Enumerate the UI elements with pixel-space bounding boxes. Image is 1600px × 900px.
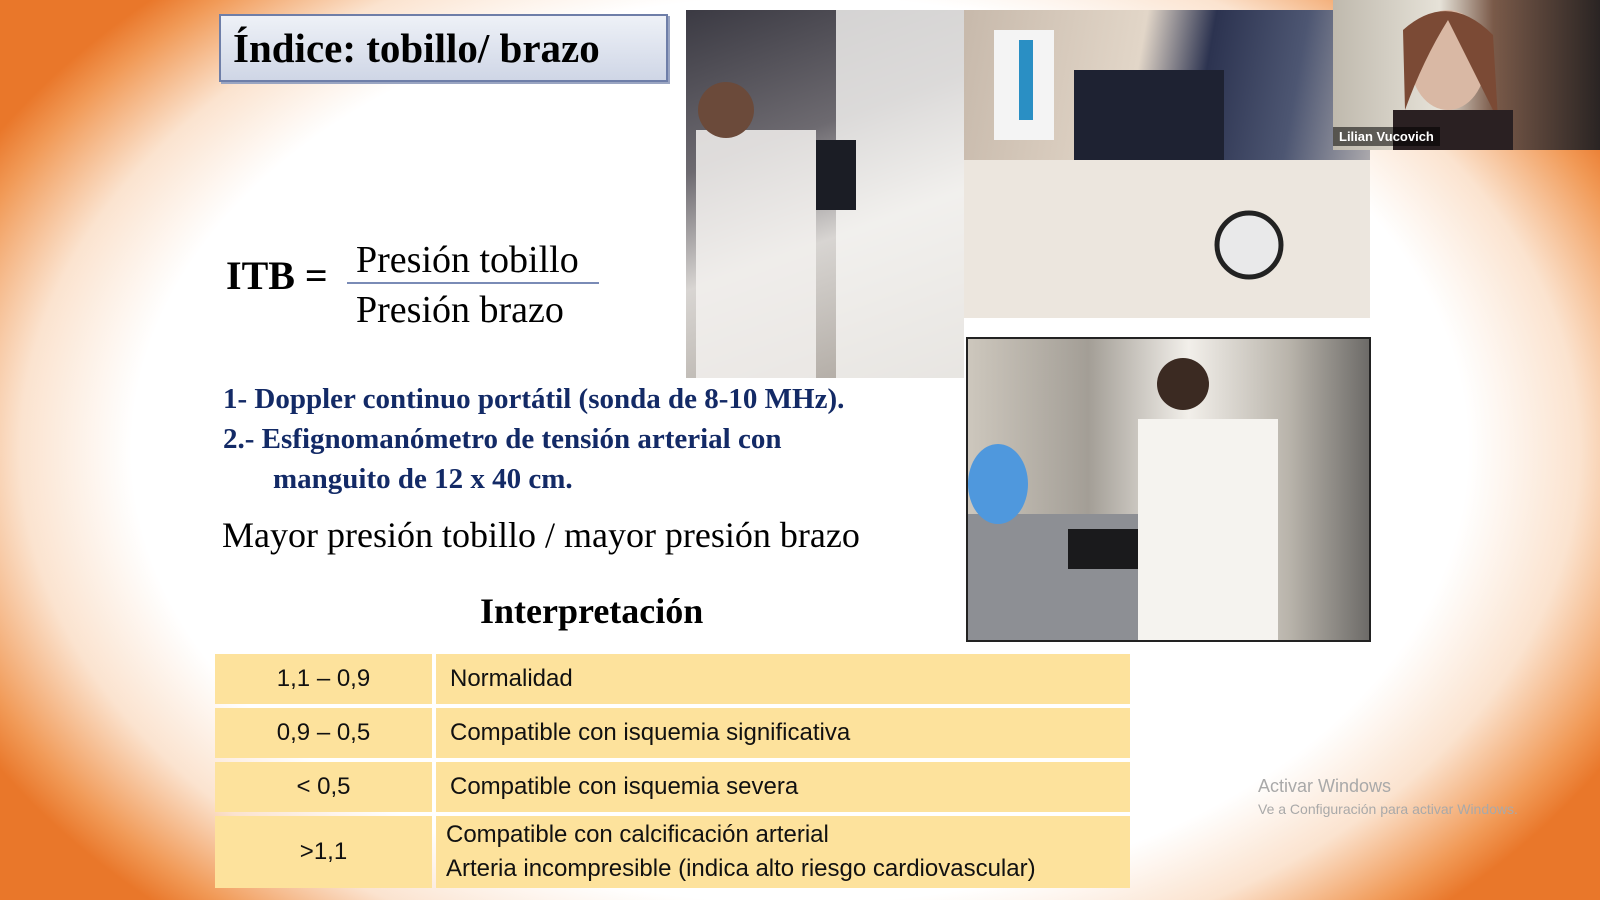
table-row xyxy=(215,654,1130,704)
formula-numerator: Presión tobillo xyxy=(356,239,579,281)
photo-patient-exam-image xyxy=(968,339,1369,640)
list-item: 2.- Esfignomanómetro de tensión arterial con xyxy=(223,423,782,455)
range-cell: < 0,5 xyxy=(215,762,432,812)
meaning-line: Arteria incompresible (indica alto riesgo cardiovascular) xyxy=(446,855,1036,882)
interpretation-heading: Interpretación xyxy=(480,591,704,631)
table-row xyxy=(215,816,1130,888)
formula-denominator: Presión brazo xyxy=(356,289,564,331)
equipment-list xyxy=(223,379,844,499)
interpretation-table xyxy=(215,654,1130,892)
formula-lhs: ITB = xyxy=(226,253,328,298)
slide-title-text: Índice: tobillo/ brazo xyxy=(233,25,600,71)
summary-text: Mayor presión tobillo / mayor presión brazo xyxy=(222,515,860,555)
fraction-bar xyxy=(347,282,599,284)
activate-windows-title: Activar Windows xyxy=(1258,776,1392,796)
photo-arm-cuff xyxy=(964,10,1370,318)
participant-name-label: Lilian Vucovich xyxy=(1333,127,1440,146)
slide-title xyxy=(219,14,668,82)
list-item: manguito de 12 x 40 cm. xyxy=(273,463,573,495)
photo-arm-cuff-image xyxy=(964,10,1370,318)
meaning-cell xyxy=(436,816,1130,888)
range-cell: 1,1 – 0,9 xyxy=(215,654,432,704)
range-cell: 0,9 – 0,5 xyxy=(215,708,432,758)
list-item: 1- Doppler continuo portátil (sonda de 8-10 MHz). xyxy=(223,383,845,415)
meaning-cell: Compatible con isquemia significativa xyxy=(436,708,1130,758)
table-row xyxy=(215,708,1130,758)
photo-patient-exam xyxy=(966,337,1371,642)
activate-windows-subtitle: Ve a Configuración para activar Windows. xyxy=(1258,801,1518,817)
table-row xyxy=(215,762,1130,812)
photo-doppler-exam-image xyxy=(686,10,964,378)
range-cell: >1,1 xyxy=(215,816,432,888)
photo-doppler-exam xyxy=(686,10,964,378)
meaning-cell: Normalidad xyxy=(436,654,1130,704)
meaning-cell: Compatible con isquemia severa xyxy=(436,762,1130,812)
meaning-line: Compatible con calcificación arterial xyxy=(446,821,829,848)
